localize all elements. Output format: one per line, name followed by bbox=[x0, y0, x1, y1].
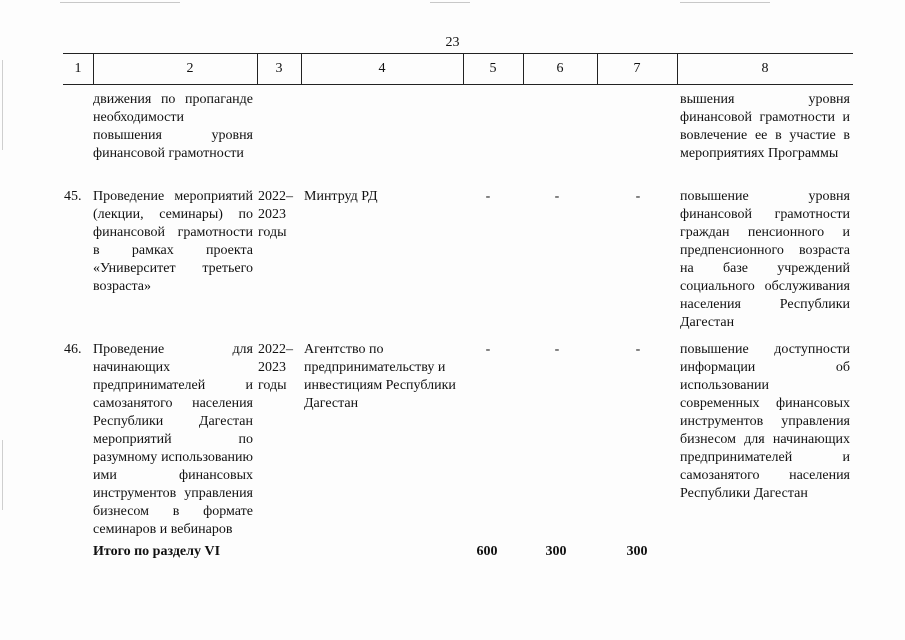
row-activity: Проведение мероприятий (лекции, семинары) по финансовой грамотности в рамках проекта «Университет третьего возраста» bbox=[93, 189, 253, 294]
header-col-5: 5 bbox=[489, 61, 497, 76]
row-col6: - bbox=[554, 189, 560, 204]
scan-artifact-top-1 bbox=[60, 2, 180, 3]
row-number: 46. bbox=[64, 342, 82, 357]
table-header bbox=[63, 53, 853, 85]
page-number: 23 bbox=[445, 35, 460, 50]
scan-artifact-left-2 bbox=[2, 440, 3, 510]
total-col7: 300 bbox=[626, 544, 648, 559]
continuation-activity: движения по пропаганде необходимости повышения уровня финансовой грамотности bbox=[93, 92, 253, 161]
header-col-6: 6 bbox=[556, 61, 564, 76]
scan-artifact-top-3 bbox=[680, 2, 770, 3]
header-col-7: 7 bbox=[633, 61, 641, 76]
total-label: Итого по разделу VI bbox=[93, 544, 221, 559]
row-col7: - bbox=[635, 189, 641, 204]
scan-artifact-top-2 bbox=[430, 2, 470, 3]
row-executor: Агентство по предпринимательству и инвестициям Республики Дагестан bbox=[304, 342, 456, 411]
row-col6: - bbox=[554, 342, 560, 357]
row-col5: - bbox=[485, 189, 491, 204]
header-col-3: 3 bbox=[275, 61, 283, 76]
header-col-4: 4 bbox=[378, 61, 386, 76]
row-number: 45. bbox=[64, 189, 82, 204]
row-col7: - bbox=[635, 342, 641, 357]
row-period: 2022–2023 годы bbox=[258, 189, 293, 240]
row-period: 2022–2023 годы bbox=[258, 342, 293, 393]
row-executor: Минтруд РД bbox=[304, 189, 378, 204]
header-col-1: 1 bbox=[74, 61, 82, 76]
continuation-result: вышения уровня финансовой грамотности и вовлечение ее в участие в мероприятиях Программы bbox=[680, 92, 850, 161]
header-col-8: 8 bbox=[761, 61, 769, 76]
row-result: повышение доступности информации об использовании современных финансовых инструментов управления бизнесом для начинающих предпринимателей и самозанятого населения Республики Дагестан bbox=[680, 342, 850, 501]
row-result: повышение уровня финансовой грамотности граждан пенсионного и предпенсионного возраста на базе учреждений социального обслуживания населения Республики Дагестан bbox=[680, 189, 850, 330]
header-col-2: 2 bbox=[186, 61, 194, 76]
total-col6: 300 bbox=[545, 544, 567, 559]
row-col5: - bbox=[485, 342, 491, 357]
scan-artifact-left-1 bbox=[2, 60, 3, 150]
row-activity: Проведение для начинающих предпринимателей и самозанятого населения Республики Дагестан мероприятий по разумному использованию ими финансовых инструментов управления бизнесом в формате семинаров и вебинаров bbox=[93, 342, 253, 537]
total-col5: 600 bbox=[476, 544, 498, 559]
